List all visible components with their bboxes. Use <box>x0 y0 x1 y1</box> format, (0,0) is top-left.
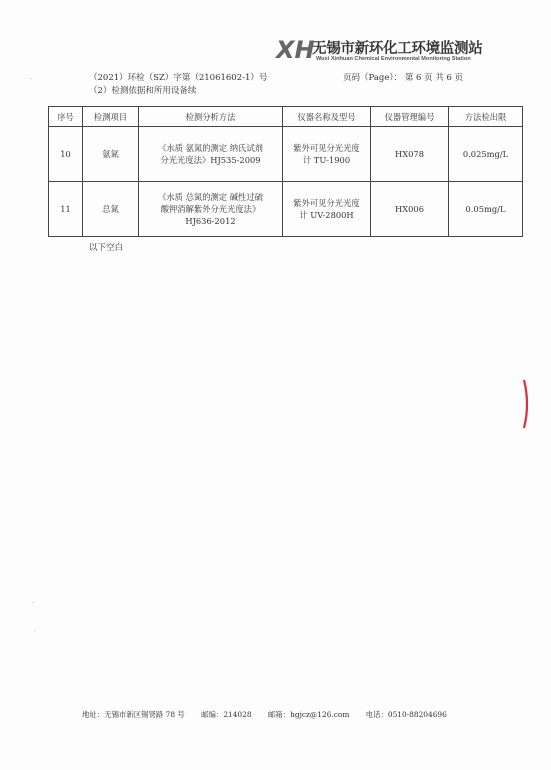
col-header-limit: 方法检出限 <box>449 107 523 127</box>
station-logo <box>276 36 315 64</box>
org-name-cn: 无锡市新环化工环境监测站 <box>312 41 483 57</box>
page-footer <box>82 709 462 720</box>
scan-speck: · <box>34 628 36 635</box>
method-line: 酸钾消解紫外分光光度法》 <box>160 204 261 214</box>
cell-instrument <box>283 182 371 237</box>
col-header-no: 序号 <box>49 107 83 127</box>
cell-instrument <box>283 127 371 182</box>
method-line: 分光光度法》HJ535-2009 <box>160 155 261 165</box>
method-line: 《水质 氨氮的测定 纳氏试剂 <box>158 143 263 153</box>
instrument-line: 紫外可见分光光度 <box>293 198 360 208</box>
cell-code: HX078 <box>371 127 449 182</box>
cell-no: 10 <box>49 127 83 182</box>
col-header-item: 检测项目 <box>83 107 139 127</box>
footer-email: 邮箱：hgjcz@126.com <box>267 710 350 719</box>
blank-below-note: 以下空白 <box>89 243 124 253</box>
cell-item: 氨氮 <box>83 127 139 182</box>
report-number: （2021）环检（SZ）字第（21061602-1）号 <box>89 73 268 83</box>
instrument-line: 计 TU-1900 <box>302 155 351 165</box>
table-row <box>49 127 523 182</box>
table-header-row <box>49 107 523 127</box>
cell-no: 11 <box>49 182 83 237</box>
cell-method <box>139 127 283 182</box>
method-line: HJ636-2012 <box>185 216 236 226</box>
cell-code: HX006 <box>371 182 449 237</box>
col-header-code: 仪器管理编号 <box>371 107 449 127</box>
section-title: （2）检测依据和所用设备续 <box>89 86 197 96</box>
instrument-line: 紫外可见分光光度 <box>293 143 360 153</box>
svg-text:XH: XH <box>276 36 315 64</box>
instrument-line: 计 UV-2800H <box>299 210 354 220</box>
page-header <box>276 36 526 66</box>
col-header-method: 检测分析方法 <box>139 107 283 127</box>
org-name-en: Wuxi Xinhuan Chemical Environmental Monitoring Station <box>316 56 471 62</box>
footer-address: 地址：无锡市新区锡贤路 78 号 <box>82 710 185 719</box>
equipment-table <box>48 106 523 237</box>
scan-speck: · <box>30 76 32 83</box>
cell-item: 总氮 <box>83 182 139 237</box>
footer-phone: 电话：0510-88204696 <box>365 710 447 719</box>
cell-method <box>139 182 283 237</box>
cell-limit: 0.05mg/L <box>449 182 523 237</box>
seal-edge-mark <box>520 378 532 430</box>
method-line: 《水质 总氮的测定 碱性过硫 <box>158 192 263 202</box>
col-header-instrument: 仪器名称及型号 <box>283 107 371 127</box>
footer-postcode: 邮编：214028 <box>201 710 252 719</box>
scan-speck: · <box>32 600 34 607</box>
table-row <box>49 182 523 237</box>
page-indicator: 页码（Page）： 第 6 页 共 6 页 <box>343 73 464 83</box>
cell-limit: 0.025mg/L <box>449 127 523 182</box>
